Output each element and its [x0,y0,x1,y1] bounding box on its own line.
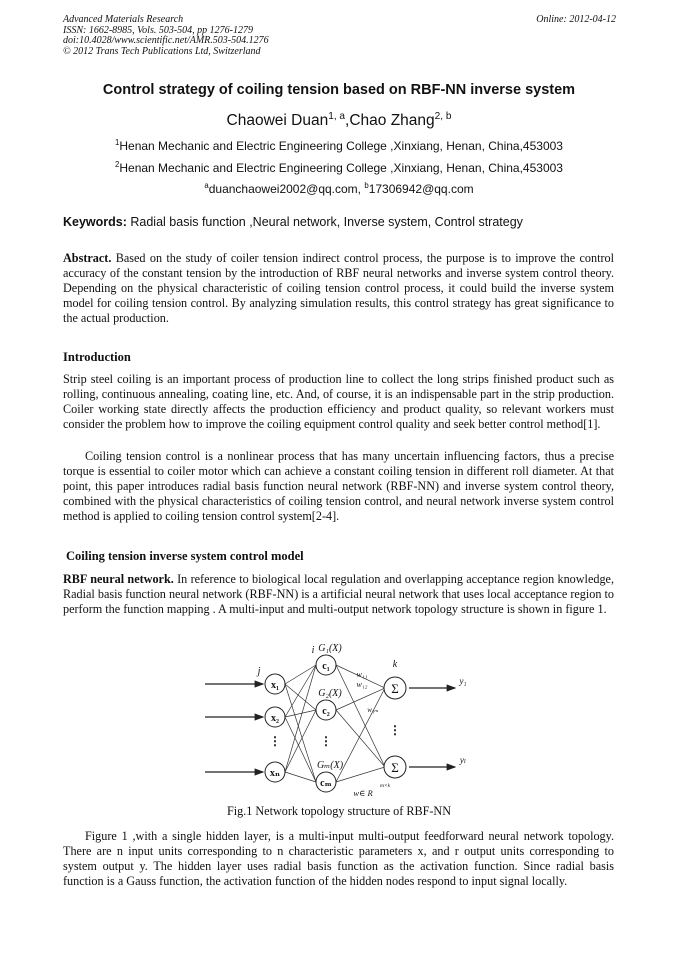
label-G1: G₁(X) [318,643,342,654]
intro-paragraph-2: Coiling tension control is a nonlinear process that has many uncertain influencing factors, thus a precise torque is essential to coiler motor which can achieve a constant coiling tension in different roll diameter. At that point, this paper introduces radial basis function neural network (RBF-NN) and inverse system control theory, combined with the physical characteristics of coiling tension control, and neural network inverse system control method is applied to coiling tension control system[2-4]. [63,449,614,524]
rbf-text: In reference to biological local regulation and overlapping acceptance region knowledge, Radial basis function neural network (RBF-NN) is a artificial neural network that uses local acceptance region to perform the function mapping . A multi-input and multi-output network topology structure is shown in figure 1. [63,572,615,617]
label-G2: G₂(X) [318,688,342,699]
email-b-sup: b [364,181,369,190]
journal-header [63,15,616,57]
affiliation-2-text: Henan Mechanic and Electric Engineering College ,Xinxiang, Henan, China,453003 [119,161,563,175]
input-vdots: ⋮ [269,734,281,748]
email-a-sup: a [204,181,209,190]
abstract [63,251,614,326]
email-line [40,182,638,196]
section-heading: Coiling tension inverse system control model [66,549,304,563]
keywords-text: Radial basis function ,Neural network, Inverse system, Control strategy [126,215,523,229]
label-w12: w₁₂ [356,680,368,689]
label-Gm: Gₘ(X) [316,760,344,771]
network-topology-figure [205,641,475,801]
hidden-vdots: ⋮ [320,734,332,748]
affiliation-2 [40,161,638,175]
issn-line: ISSN: 1662-8985, Vols. 503-504, pp 1276-1279 [63,24,253,36]
abstract-label: Abstract. [63,251,112,265]
label-i: i [311,645,315,656]
abstract-text: Based on the study of coiler tension indirect control process, the purpose is to improve the control accuracy of the constant tension by the introduction of RBF neural networks and inverse system control theory. Depending on the physical characteristic of coiling tension control process, it could build the inverse system model for coiling tension control. By analyzing simulation results, this control strategy has great significance to the actual production. [63,251,614,326]
keywords [63,215,523,229]
output-vdots: ⋮ [389,723,401,737]
rbf-label: RBF neural network. [63,572,174,586]
label-x2: x₂ [271,713,279,724]
author-2: Chao Zhang [349,112,435,129]
label-yl: yₗ [459,755,467,765]
label-y1: y₁ [459,676,467,686]
label-w1m: w₁ₘ [367,706,379,714]
label-c2: c₂ [322,706,330,717]
label-wR-sup: m×k [379,783,391,789]
label-x1: x₁ [271,680,279,691]
keywords-label: Keywords: [63,215,127,229]
email-a[interactable]: duanchaowei2002@qq.com, [208,182,365,196]
author-line [40,112,638,130]
affiliation-1-text: Henan Mechanic and Electric Engineering College ,Xinxiang, Henan, China,453003 [119,139,563,153]
figure-caption: Fig.1 Network topology structure of RBF-NN [226,804,452,818]
author-1-sup: 1, a [328,110,346,122]
paper-title: Control strategy of coiling tension based on RBF-NN inverse system [102,82,576,98]
label-sum-l: Σ [391,760,399,775]
intro-heading: Introduction [63,350,131,364]
label-k: k [392,659,398,670]
author-separator: , [345,112,350,129]
label-cm: cₘ [320,778,332,789]
intro-paragraph-1: Strip steel coiling is an important process of production line to collect the long strips finished product such as rolling, continuous annealing, coating line, etc. And, of course, it is an indispensable part in the strip production. Coiler working state directly affects the production efficiency and product quality, so relevant workers must consider the problem how to improve the coiling equipment control quality and seek better control method[1]. [63,372,614,432]
copyright-line: © 2012 Trans Tech Publications Ltd, Switzerland [63,45,261,57]
email-b[interactable]: 17306942@qq.com [368,182,474,196]
label-sum-1: Σ [391,681,399,696]
author-2-sup: 2, b [434,110,452,122]
rbf-paragraph [63,572,614,617]
doi-line: doi:10.4028/www.scientific.net/AMR.503-504.1276 [63,35,269,47]
journal-name: Advanced Materials Research [63,14,184,25]
label-xn: xₙ [269,768,281,779]
affiliation-1-num: 1 [115,138,120,147]
affiliation-2-num: 2 [115,160,120,169]
affiliation-1 [40,139,638,153]
label-j: j [257,666,261,677]
label-wR: w∈ R [353,788,373,798]
label-w11: w₁₁ [356,670,368,679]
label-c1: c₁ [322,661,330,672]
online-date: Online: 2012-04-12 [536,14,616,25]
author-1: Chaowei Duan [226,112,329,129]
after-figure-paragraph: Figure 1 ,with a single hidden layer, is a multi-input multi-output feedforward neural network topology. There are n input units corresponding to n characteristic parameters x, and r output units corresponding to system output y. The hidden layer uses radial basis function as the activation function. Since radial basis function is a Gauss function, the activation function of the hidden nodes respond to input signal locally. [63,829,614,889]
